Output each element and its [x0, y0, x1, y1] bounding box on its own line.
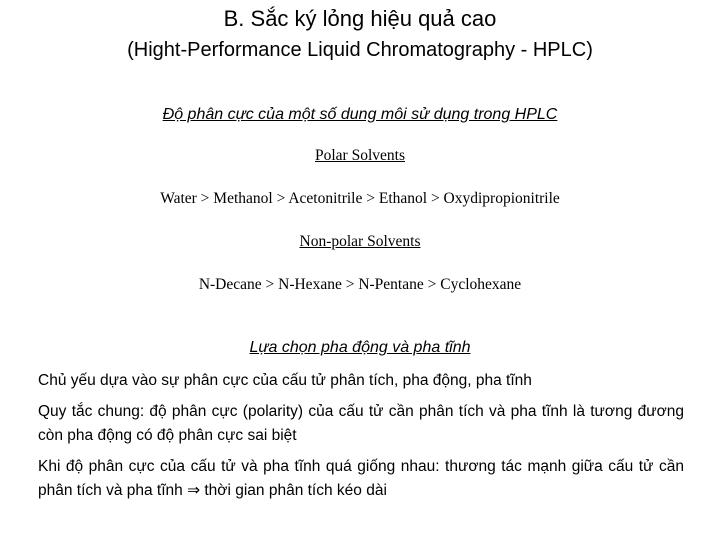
selection-heading: Lựa chọn pha động và pha tĩnh [249, 339, 471, 356]
polarity-heading: Độ phân cực của một số dung môi sử dụng trong HPLC [162, 106, 558, 123]
nonpolar-solvents-order: N-Decane > N-Hexane > N-Pentane > Cyclohexane [198, 276, 522, 293]
slide-title: B. Sắc ký lỏng hiệu quả cao [223, 6, 497, 31]
selection-paragraph-3: Khi độ phân cực của cấu tử và pha tĩnh quá giống nhau: thương tác mạnh giữa cấu tử cần phân tích và pha tĩnh ⇒ thời gian phân tích kéo dài [38, 458, 684, 499]
slide-subtitle: (Hight-Performance Liquid Chromatography - HPLC) [127, 39, 593, 61]
polar-solvents-label: Polar Solvents [315, 147, 405, 164]
selection-paragraph-1: Chủ yếu dựa vào sự phân cực của cấu tử phân tích, pha động, pha tĩnh [38, 372, 532, 389]
nonpolar-solvents-label: Non-polar Solvents [299, 233, 421, 250]
selection-paragraph-2: Quy tắc chung: độ phân cực (polarity) của cấu tử cần phân tích và pha tĩnh là tương đương còn pha động có độ phân cực sai biệt [38, 403, 684, 444]
polar-solvents-order: Water > Methanol > Acetonitrile > Ethanol > Oxydipropionitrile [160, 190, 560, 207]
